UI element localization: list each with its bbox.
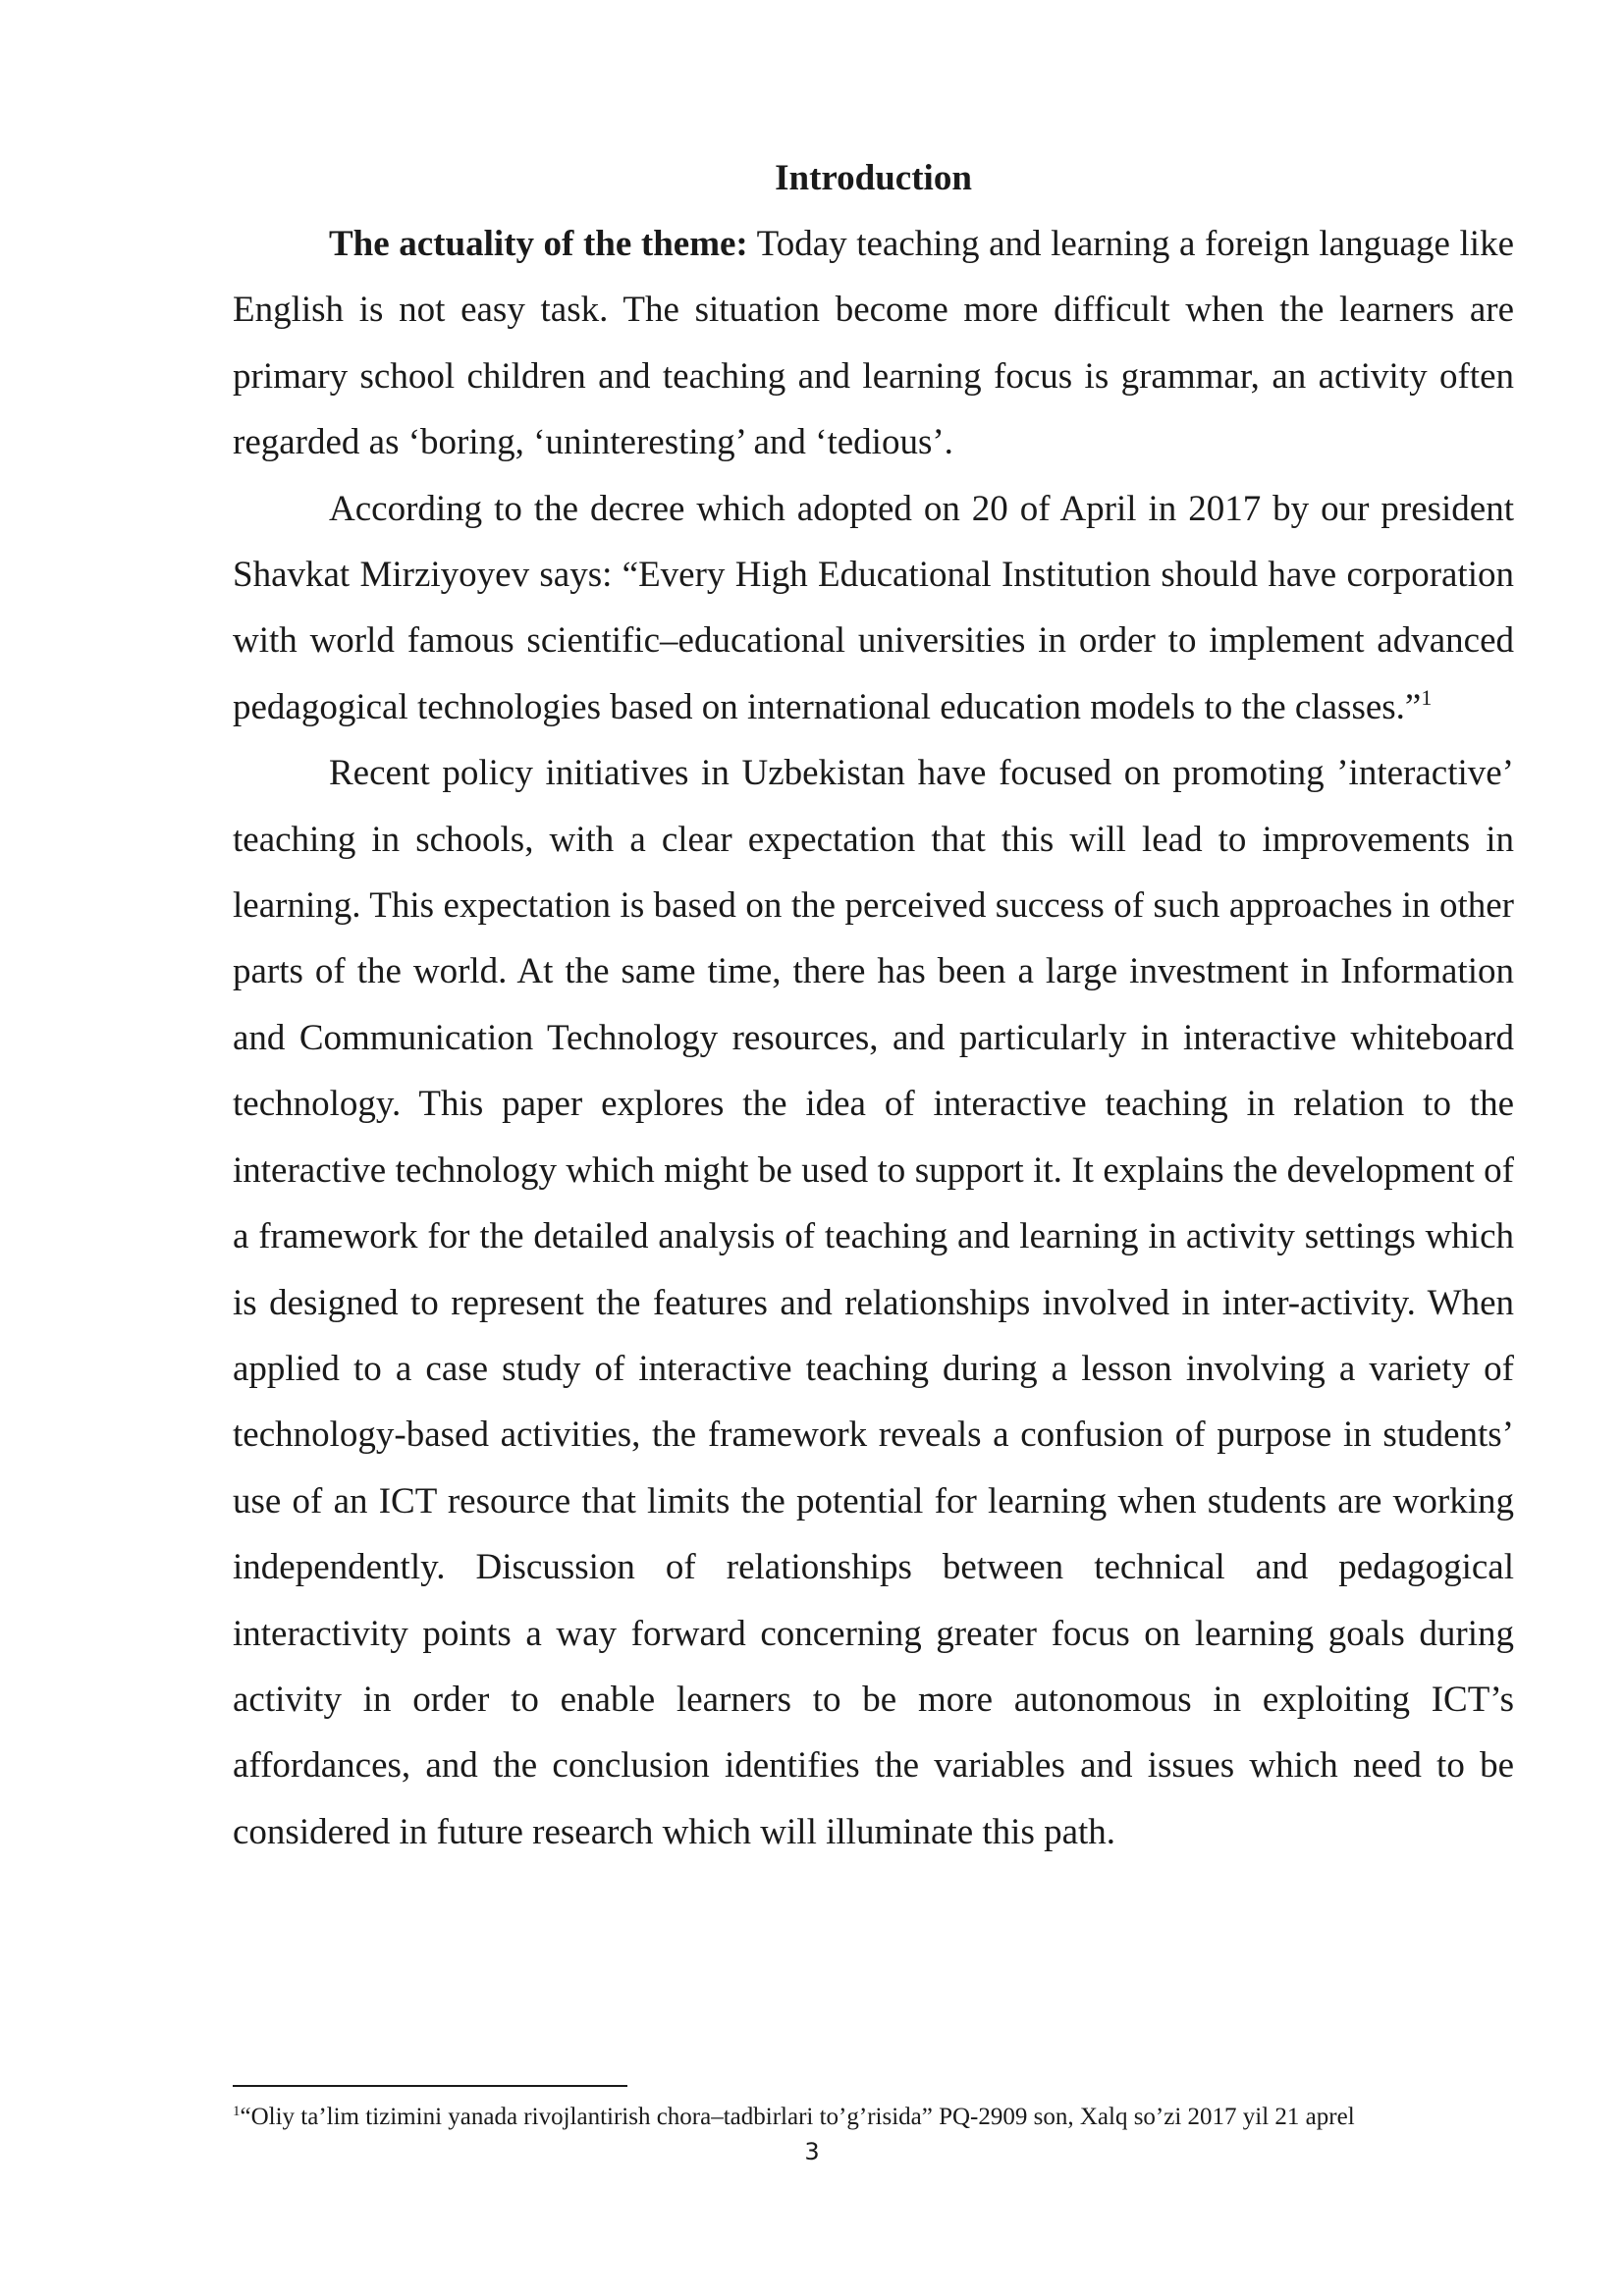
paragraph-decree — [233, 476, 1514, 741]
paragraph-policy — [233, 740, 1514, 1865]
paragraph-lead: The actuality of the theme: — [329, 224, 748, 264]
footnote-reference[interactable]: 1 — [1421, 684, 1433, 710]
footnote-text: “Oliy ta’lim tizimini yanada rivojlantirish chora–tadbirlari to’g’risida” PQ-2909 son, Xalq so’zi 2017 yil 21 aprel — [240, 2104, 1355, 2130]
paragraph-text: Today teaching and learning a foreign language like English is not easy task. The situation become more difficult when the learners are primary school children and teaching and learning focus is grammar, an activity often regarded as ‘boring, ‘uninteresting’ and ‘tedious’. — [233, 224, 1514, 463]
page-title: Introduction — [775, 158, 972, 198]
footnote-marker: 1 — [233, 2104, 241, 2119]
page-number: 3 — [804, 2138, 820, 2165]
paragraph-text: According to the decree which adopted on 20 of April in 2017 by our president Shavkat Mirziyoyev says: “Every High Educational Institution should have corporation with world famous scientific–educational universities in order to implement advanced pedagogical technologies based on international education models to the classes.” — [233, 488, 1514, 727]
paragraph-text: Recent policy initiatives in Uzbekistan have focused on promoting ’interactive’ teaching in schools, with a clear expectation that this will lead to improvements in learning. This expectation is based on the perceived success of such approaches in other parts of the world. At the same time, there has been a large investment in Information and Communication Technology resources, and particularly in interactive whiteboard technology. This paper explores the idea of interactive teaching in relation to the interactive technology which might be used to support it. It explains the development of a framework for the detailed analysis of teaching and learning in activity settings which is designed to represent the features and relationships involved in inter-activity. When applied to a case study of interactive teaching during a lesson involving a variety of technology-based activities, the framework reveals a confusion of purpose in students’ use of an ICT resource that limits the potential for learning when students are working independently. Discussion of relationships between technical and pedagogical interactivity points a way forward concerning greater focus on learning goals during activity in order to enable learners to be more autonomous in exploiting ICT’s affordances, and the conclusion identifies the variables and issues which need to be considered in future research which will illuminate this path. — [233, 753, 1514, 1852]
body-text — [233, 211, 1514, 1865]
footnote — [233, 2101, 1539, 2134]
paragraph-actuality — [233, 211, 1514, 476]
footnote-divider — [233, 2085, 627, 2087]
